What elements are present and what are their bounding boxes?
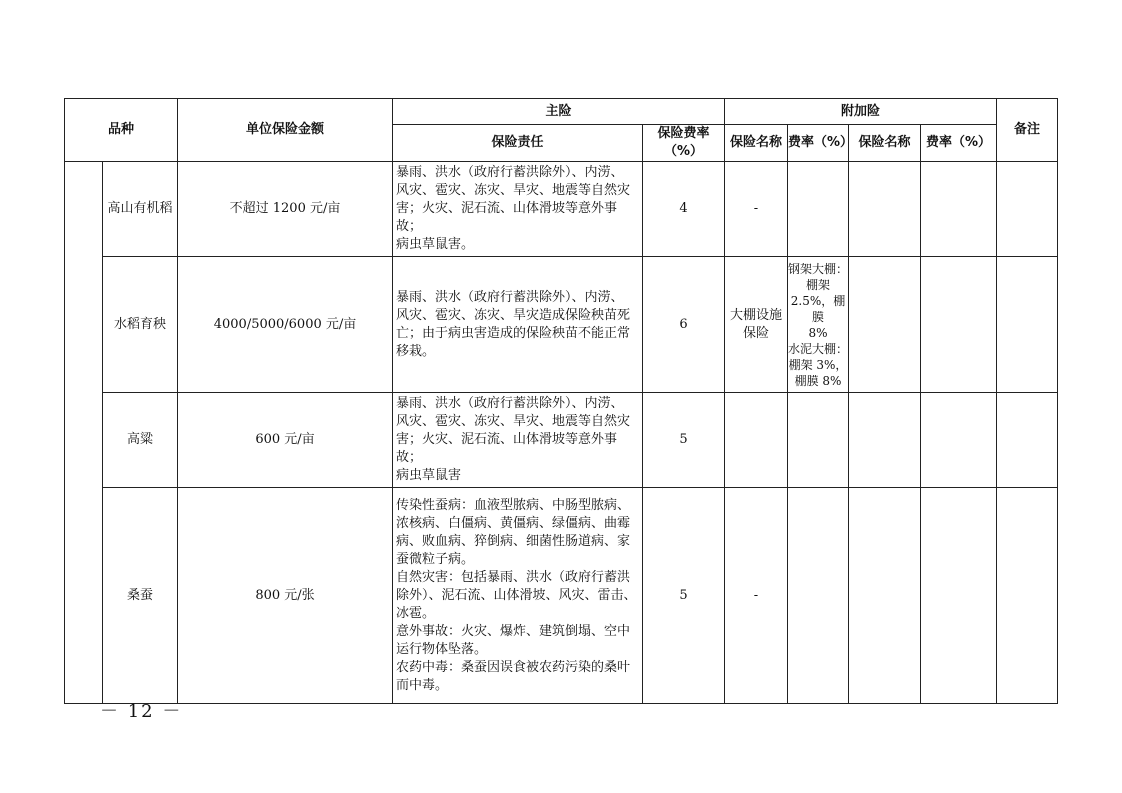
- remarks-cell: [997, 488, 1058, 704]
- add-rate-2-cell: [921, 162, 997, 257]
- table-row: [65, 162, 1058, 257]
- header-add-name-2: 保险名称: [849, 125, 921, 162]
- header-variety: 品种: [65, 99, 178, 162]
- add-name-cell: -: [725, 162, 788, 257]
- rate-cell: 6: [643, 257, 725, 393]
- add-name-cell: [725, 393, 788, 488]
- responsibility-cell: 暴雨、洪水（政府行蓄洪除外）、内涝、 风灾、雹灾、冻灾、旱灾造成保险秧苗死 亡；由于病虫害造成的保险秧苗不能正常 移栽。: [393, 257, 643, 393]
- variety-cell: 高粱: [103, 393, 178, 488]
- rate-cell: 5: [643, 488, 725, 704]
- header-responsibility: 保险责任: [393, 125, 643, 162]
- add-rate-cell: [788, 393, 849, 488]
- amount-cell: 不超过 1200 元/亩: [178, 162, 393, 257]
- header-add-name-1: 保险名称: [725, 125, 788, 162]
- amount-cell: 4000/5000/6000 元/亩: [178, 257, 393, 393]
- table-row: [65, 393, 1058, 488]
- responsibility-cell: 暴雨、洪水（政府行蓄洪除外）、内涝、 风灾、雹灾、冻灾、旱灾、地震等自然灾 害；火灾、泥石流、山体滑坡等意外事故； 病虫草鼠害。: [393, 162, 643, 257]
- header-add-rate-2: 费率（%）: [921, 125, 997, 162]
- remarks-cell: [997, 393, 1058, 488]
- add-rate-2-cell: [921, 257, 997, 393]
- table-row: [65, 257, 1058, 393]
- header-add-rate-1: 费率（%）: [788, 125, 849, 162]
- add-name-cell: 大棚设施保险: [725, 257, 788, 393]
- variety-cell: 桑蚕: [103, 488, 178, 704]
- add-rate-cell: [788, 162, 849, 257]
- add-name-2-cell: [849, 488, 921, 704]
- rate-cell: 5: [643, 393, 725, 488]
- header-main-insurance: 主险: [393, 99, 725, 125]
- rate-cell: 4: [643, 162, 725, 257]
- variety-cell: 水稻育秧: [103, 257, 178, 393]
- add-name-2-cell: [849, 393, 921, 488]
- add-rate-2-cell: [921, 393, 997, 488]
- header-remarks: 备注: [997, 99, 1058, 162]
- amount-cell: 600 元/亩: [178, 393, 393, 488]
- add-rate-cell: 钢架大棚： 棚架 2.5%，棚膜 8% 水泥大棚： 棚架 3%， 棚膜 8%: [788, 257, 849, 393]
- header-additional-insurance: 附加险: [725, 99, 997, 125]
- header-unit-amount: 单位保险金额: [178, 99, 393, 162]
- remarks-cell: [997, 257, 1058, 393]
- add-rate-2-cell: [921, 488, 997, 704]
- responsibility-cell: 传染性蚕病：血液型脓病、中肠型脓病、 浓核病、白僵病、黄僵病、绿僵病、曲霉 病、败血病、猝倒病、细菌性肠道病、家 蚕微粒子病。 自然灾害：包括暴雨、洪水（政府行蓄洪 除外）、泥石流、山体滑坡、风灾、雷击、 冰雹。 意外事故：火灾、爆炸、建筑倒塌、空中 运行物体坠落。 农药中毒：桑蚕因误食被农药污染的桑叶 而中毒。: [393, 488, 643, 704]
- header-rate: 保险费率（%）: [643, 125, 725, 162]
- table-row: [65, 488, 1058, 704]
- remarks-cell: [997, 162, 1058, 257]
- amount-cell: 800 元/张: [178, 488, 393, 704]
- responsibility-cell: 暴雨、洪水（政府行蓄洪除外）、内涝、 风灾、雹灾、冻灾、旱灾、地震等自然灾 害；火灾、泥石流、山体滑坡等意外事故； 病虫草鼠害: [393, 393, 643, 488]
- insurance-table: [64, 98, 1058, 704]
- page-number: － 12 －: [100, 701, 183, 722]
- group-cell: [65, 162, 103, 704]
- add-name-2-cell: [849, 257, 921, 393]
- variety-cell: 高山有机稻: [103, 162, 178, 257]
- add-name-2-cell: [849, 162, 921, 257]
- add-name-cell: -: [725, 488, 788, 704]
- add-rate-cell: [788, 488, 849, 704]
